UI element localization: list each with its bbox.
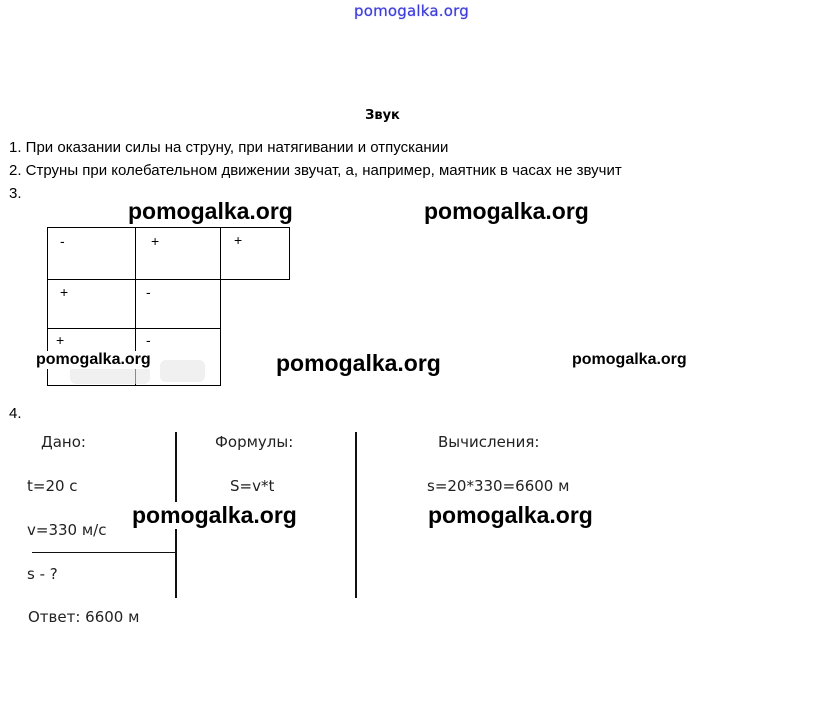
table-cell [135,227,221,280]
table-sign: + [56,332,65,348]
formula: S=v*t [230,477,275,495]
calculation: s=20*330=6600 м [427,477,570,495]
column-divider [355,432,357,598]
table-sign: - [60,233,65,249]
watermark: pomogalka.org [424,198,589,224]
answer-item-4-label: 4. [9,405,22,422]
calculations-header: Вычисления: [438,433,540,451]
given-unknown: s - ? [27,565,58,583]
watermark: pomogalka.org [132,502,297,528]
given-speed: v=330 м/с [27,521,107,539]
table-cell [220,227,290,280]
answer-item-1: 1. При оказании силы на струну, при натягивании и отпускании [9,139,449,156]
given-time: t=20 с [27,477,78,495]
final-answer: Ответ: 6600 м [28,608,140,626]
table-sign: - [146,284,151,300]
given-header: Дано: [41,433,86,451]
scan-smudge [160,360,205,382]
table-sign: + [151,233,160,249]
table-sign: - [146,332,151,348]
answer-item-2: 2. Струны при колебательном движении звучат, а, например, маятник в часах не звучит [9,162,622,179]
header-watermark: pomogalka.org [354,2,469,20]
table-sign: + [234,232,243,248]
watermark: pomogalka.org [276,350,441,376]
table-sign: + [60,284,69,300]
watermark: pomogalka.org [128,198,293,224]
watermark: pomogalka.org [36,351,151,368]
watermark: pomogalka.org [428,502,593,528]
page-title: Звук [365,108,400,123]
formulas-header: Формулы: [215,433,294,451]
answer-item-3-label: 3. [9,185,22,202]
given-separator [32,552,175,553]
watermark: pomogalka.org [572,351,687,368]
